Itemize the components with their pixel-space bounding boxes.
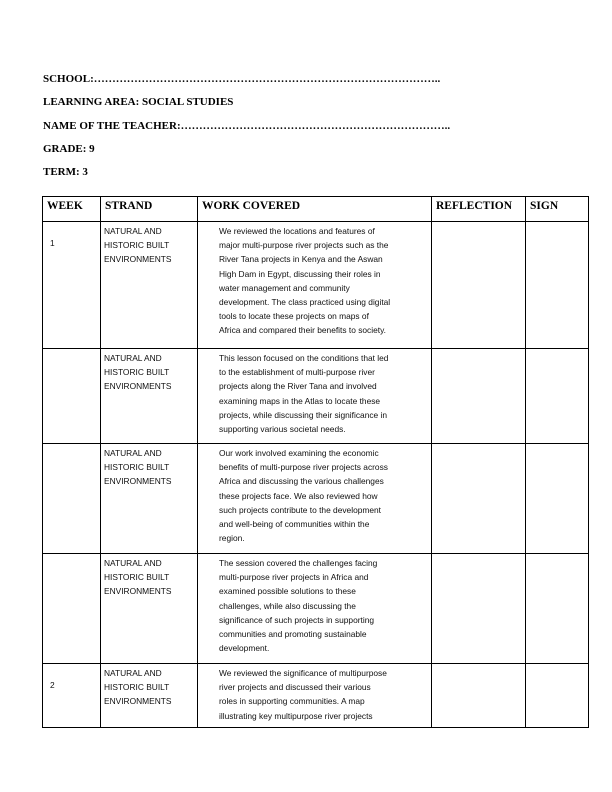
strand-cell (101, 349, 198, 444)
work-covered-cell (198, 444, 432, 554)
week-cell (43, 664, 101, 728)
table-row (43, 554, 589, 664)
week-number: 1 (50, 238, 55, 248)
week-cell (43, 554, 101, 664)
strand-line: HISTORIC BUILT (104, 572, 170, 583)
reflection-cell[interactable] (432, 222, 526, 349)
strand-cell (101, 444, 198, 554)
table-row (43, 349, 589, 444)
work-covered-line: Africa and discussing the various challenges (219, 476, 384, 487)
work-covered-line: region. (219, 533, 245, 544)
learning-area-line: LEARNING AREA: SOCIAL STUDIES (43, 96, 234, 109)
work-covered-line: examining maps in the Atlas to locate these (219, 395, 381, 406)
week-cell (43, 222, 101, 349)
sign-cell[interactable] (526, 222, 589, 349)
work-covered-line: This lesson focused on the conditions that led (219, 353, 389, 363)
work-covered-line: illustrating key multipurpose river projects (219, 710, 373, 721)
work-covered-line: benefits of multi-purpose river projects across (219, 462, 388, 473)
work-covered-line: projects along the River Tana and involved (219, 381, 377, 392)
work-covered-line: river projects and discussed their various (219, 682, 371, 693)
work-covered-line: The session covered the challenges facing (219, 558, 378, 568)
strand-line: HISTORIC BUILT (104, 367, 170, 378)
work-covered-line: projects, while discussing their significance in (219, 409, 388, 420)
table-row (43, 664, 589, 728)
work-covered-line: development. (219, 643, 270, 654)
strand-line: ENVIRONMENTS (104, 586, 172, 597)
reflection-cell[interactable] (432, 554, 526, 664)
work-covered-line: Our work involved examining the economic (219, 448, 379, 458)
strand-line: NATURAL AND (104, 226, 162, 236)
work-covered-line: communities and promoting sustainable (219, 629, 367, 640)
teacher-line: NAME OF THE TEACHER:……………………………………………………………….. (43, 119, 451, 132)
strand-line: NATURAL AND (104, 558, 162, 568)
work-covered-cell (198, 222, 432, 349)
table-header-row (43, 197, 589, 222)
sign-cell[interactable] (526, 444, 589, 554)
strand-line: NATURAL AND (104, 448, 162, 458)
strand-line: ENVIRONMENTS (104, 476, 172, 487)
table-row (43, 444, 589, 554)
strand-line: HISTORIC BUILT (104, 240, 170, 251)
work-covered-line: multi-purpose river projects in Africa and (219, 572, 369, 583)
grade-line: GRADE: 9 (43, 142, 95, 155)
strand-line: ENVIRONMENTS (104, 381, 172, 392)
work-covered-cell (198, 349, 432, 444)
column-header-strand: STRAND (101, 197, 198, 222)
reflection-cell[interactable] (432, 444, 526, 554)
work-covered-line: major multi-purpose river projects such as the (219, 240, 389, 251)
work-covered-line: to the establishment of multi-purpose river (219, 367, 375, 378)
work-covered-cell (198, 664, 432, 728)
strand-line: ENVIRONMENTS (104, 254, 172, 265)
sign-cell[interactable] (526, 554, 589, 664)
strand-line: ENVIRONMENTS (104, 696, 172, 707)
table-body (43, 222, 589, 728)
work-covered-line: such projects contribute to the development (219, 504, 382, 515)
reflection-cell[interactable] (432, 664, 526, 728)
work-covered-line: tools to locate these projects on maps of (219, 311, 369, 322)
work-covered-line: We reviewed the locations and features of (219, 226, 375, 236)
work-covered-line: roles in supporting communities. A map (219, 696, 365, 707)
sign-cell[interactable] (526, 664, 589, 728)
work-covered-cell (198, 554, 432, 664)
strand-cell (101, 554, 198, 664)
column-header-work-covered: WORK COVERED (198, 197, 432, 222)
work-covered-line: River Tana projects in Kenya and the Aswan (219, 254, 383, 265)
strand-line: HISTORIC BUILT (104, 462, 170, 473)
table-row (43, 222, 589, 349)
work-covered-line: significance of such projects in supporting (219, 614, 375, 625)
work-covered-line: challenges, while also discussing the (219, 600, 356, 611)
work-covered-line: examined possible solutions to these (219, 586, 356, 597)
reflection-cell[interactable] (432, 349, 526, 444)
document-header (43, 72, 583, 188)
column-header-reflection: REFLECTION (432, 197, 526, 222)
week-cell (43, 349, 101, 444)
work-covered-line: and well-being of communities within the (219, 519, 370, 530)
work-record-table (42, 196, 589, 728)
week-cell (43, 444, 101, 554)
work-covered-line: supporting various societal needs. (219, 424, 346, 435)
term-line: TERM: 3 (43, 166, 88, 179)
column-header-sign: SIGN (526, 197, 589, 222)
strand-line: HISTORIC BUILT (104, 682, 170, 693)
strand-line: NATURAL AND (104, 353, 162, 363)
strand-cell (101, 222, 198, 349)
work-covered-line: Africa and compared their benefits to society. (219, 325, 386, 336)
sign-cell[interactable] (526, 349, 589, 444)
school-line: SCHOOL:………………………………………………………………………………….. (43, 73, 441, 85)
column-header-week: WEEK (43, 197, 101, 222)
strand-cell (101, 664, 198, 728)
work-covered-line: We reviewed the significance of multipurpose (219, 668, 387, 678)
work-covered-line: water management and community (219, 282, 350, 293)
work-covered-line: these projects face. We also reviewed how (219, 490, 378, 501)
work-covered-line: development. The class practiced using digital (219, 297, 391, 308)
week-number: 2 (50, 680, 55, 690)
work-covered-line: High Dam in Egypt, discussing their roles in (219, 268, 381, 279)
strand-line: NATURAL AND (104, 668, 162, 678)
